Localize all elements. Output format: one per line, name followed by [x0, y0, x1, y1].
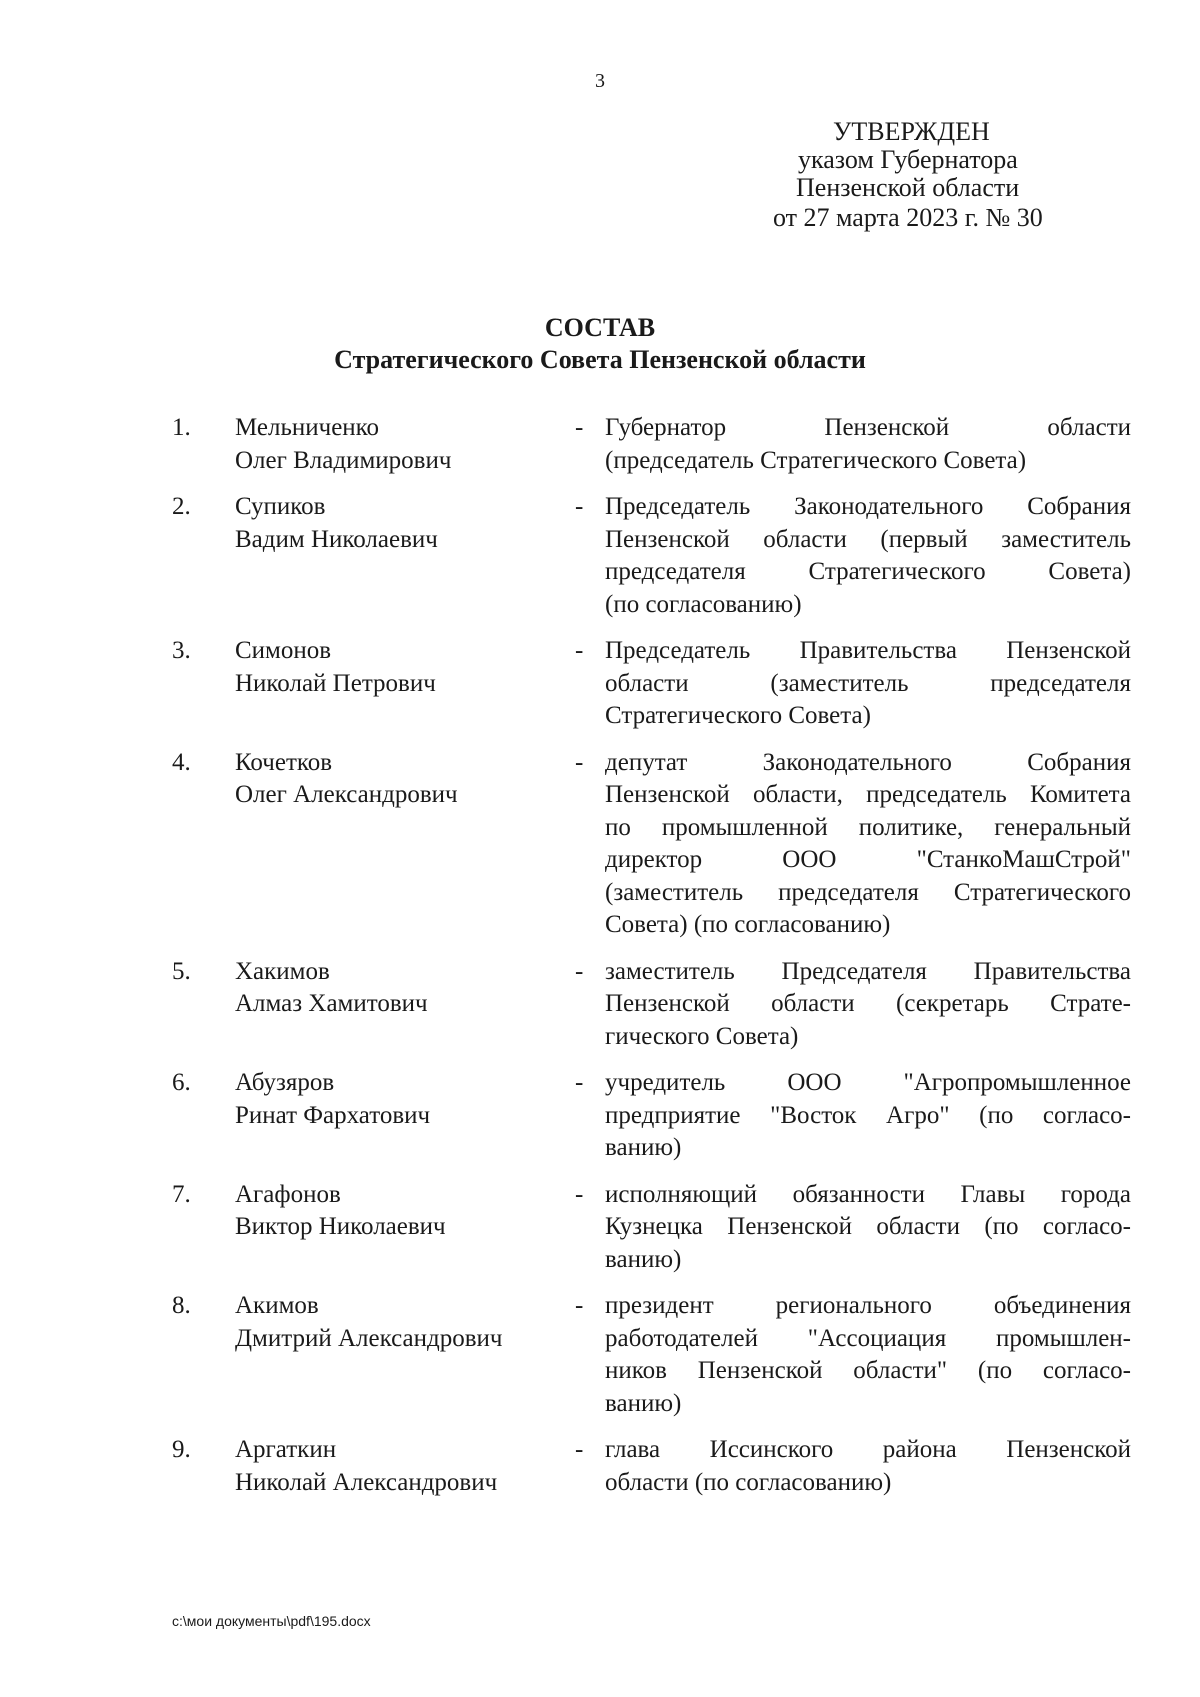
member-position-line: (по согласованию) — [605, 590, 802, 618]
member-position-line: директор ООО "СтанкоМашСтрой" — [605, 846, 1131, 873]
member-row — [0, 635, 1200, 733]
member-position-line: заместитель Председателя Правительства — [605, 957, 1131, 985]
approval-line: УТВЕРЖДЕН — [833, 117, 990, 146]
member-name — [235, 747, 565, 812]
member-position-line: Председатель Правительства Пензенской — [605, 637, 1131, 664]
member-given-name: Алмаз Хамитович — [235, 990, 428, 1017]
member-given-name: Олег Александрович — [235, 781, 458, 808]
member-given-name: Вадим Николаевич — [235, 525, 438, 553]
member-given-name: Ринат Фархатович — [235, 1101, 431, 1129]
member-position-line: Пензенской области (первый заместитель — [605, 525, 1131, 553]
member-position-line: области (заместитель председателя — [605, 669, 1131, 697]
member-position-line: Кузнецка Пензенской области (по согласо- — [605, 1213, 1131, 1240]
member-position-line: Пензенской области, председатель Комитета — [605, 781, 1131, 808]
member-position — [605, 491, 1131, 621]
member-position-line: депутат Законодательного Собрания — [605, 748, 1131, 776]
member-position-line: работодателей "Ассоциация промышлен- — [605, 1324, 1131, 1352]
member-position-line: гического Совета) — [605, 1022, 799, 1050]
member-number: 2. — [172, 493, 191, 520]
member-row — [0, 1434, 1200, 1499]
member-surname: Аргаткин — [235, 1436, 337, 1463]
member-name — [235, 491, 565, 556]
member-name — [235, 1434, 565, 1499]
approval-line: указом Губернатора — [798, 145, 1018, 174]
member-dash: - — [575, 414, 584, 441]
member-row — [0, 1290, 1200, 1420]
member-dash: - — [575, 1436, 584, 1463]
file-path: c:\мои документы\pdf\195.docx — [172, 1613, 371, 1629]
member-position — [605, 747, 1131, 942]
title-heading: СОСТАВ — [544, 313, 656, 342]
member-number: 5. — [172, 957, 191, 985]
member-dash: - — [575, 1180, 584, 1208]
member-number: 1. — [172, 414, 191, 441]
member-position-line: по промышленной политике, генеральный — [605, 813, 1131, 841]
member-position — [605, 1179, 1131, 1277]
member-surname: Супиков — [235, 493, 326, 520]
member-dash: - — [575, 1292, 584, 1319]
member-position-line: председателя Стратегического Совета) — [605, 558, 1131, 585]
member-position-line: глава Иссинского района Пензенской — [605, 1436, 1131, 1463]
member-surname: Хакимов — [235, 957, 330, 985]
member-position-line: Пензенской области (секретарь Страте- — [605, 990, 1131, 1017]
member-position-line: исполняющий обязанности Главы города — [605, 1180, 1131, 1208]
page-number: 3 — [595, 70, 605, 92]
member-name — [235, 635, 565, 700]
member-given-name: Виктор Николаевич — [235, 1213, 446, 1240]
members-list — [0, 412, 1200, 1513]
member-position-line: ванию) — [605, 1134, 682, 1161]
member-position-line: ников Пензенской области" (по согласо- — [605, 1357, 1131, 1384]
member-position-line: Стратегического Совета) — [605, 702, 871, 729]
member-surname: Абузяров — [235, 1069, 335, 1096]
member-name — [235, 956, 565, 1021]
member-number: 3. — [172, 637, 191, 664]
member-position-line: ванию) — [605, 1389, 682, 1417]
member-given-name: Николай Александрович — [235, 1468, 498, 1496]
document-title — [0, 312, 1200, 376]
member-given-name: Николай Петрович — [235, 669, 436, 697]
member-position-line: предприятие "Восток Агро" (по согласо- — [605, 1101, 1131, 1129]
member-surname: Кочетков — [235, 748, 333, 776]
member-number: 6. — [172, 1069, 191, 1096]
member-position-line: ванию) — [605, 1245, 682, 1273]
member-number: 8. — [172, 1292, 191, 1319]
member-position-line: учредитель ООО "Агропромышленное — [605, 1069, 1131, 1096]
member-number: 4. — [172, 748, 191, 776]
member-dash: - — [575, 1069, 584, 1096]
member-surname: Мельниченко — [235, 414, 380, 441]
member-dash: - — [575, 957, 584, 985]
member-position-line: области (по согласованию) — [605, 1468, 892, 1496]
approval-line: Пензенской области — [796, 173, 1020, 202]
member-position — [605, 1067, 1131, 1165]
member-name — [235, 1179, 565, 1244]
approval-line: от 27 марта 2023 г. № 30 — [773, 203, 1043, 232]
member-number: 7. — [172, 1180, 191, 1208]
member-dash: - — [575, 637, 584, 664]
member-position-line: Совета) (по согласованию) — [605, 911, 891, 938]
member-row — [0, 747, 1200, 942]
member-position — [605, 956, 1131, 1054]
member-surname: Агафонов — [235, 1180, 341, 1208]
member-given-name: Олег Владимирович — [235, 446, 452, 474]
member-surname: Симонов — [235, 637, 332, 664]
member-position — [605, 412, 1131, 477]
member-row — [0, 956, 1200, 1054]
member-position — [605, 635, 1131, 733]
member-position-line: Председатель Законодательного Собрания — [605, 493, 1131, 520]
member-surname: Акимов — [235, 1292, 319, 1319]
member-position-line: (заместитель председателя Стратегического — [605, 878, 1131, 906]
member-row — [0, 491, 1200, 621]
member-name — [235, 1290, 565, 1355]
member-position — [605, 1434, 1131, 1499]
member-position-line: (председатель Стратегического Совета) — [605, 446, 1027, 474]
member-row — [0, 1067, 1200, 1165]
member-position — [605, 1290, 1131, 1420]
member-number: 9. — [172, 1436, 191, 1463]
member-row — [0, 412, 1200, 477]
member-dash: - — [575, 748, 584, 776]
member-position-line: президент регионального объединения — [605, 1292, 1131, 1319]
member-position-line: Губернатор Пензенской области — [605, 414, 1131, 441]
member-dash: - — [575, 493, 584, 520]
title-subheading: Стратегического Совета Пензенской области — [334, 345, 866, 374]
member-name — [235, 1067, 565, 1132]
member-name — [235, 412, 565, 477]
member-row — [0, 1179, 1200, 1277]
member-given-name: Дмитрий Александрович — [235, 1324, 503, 1352]
